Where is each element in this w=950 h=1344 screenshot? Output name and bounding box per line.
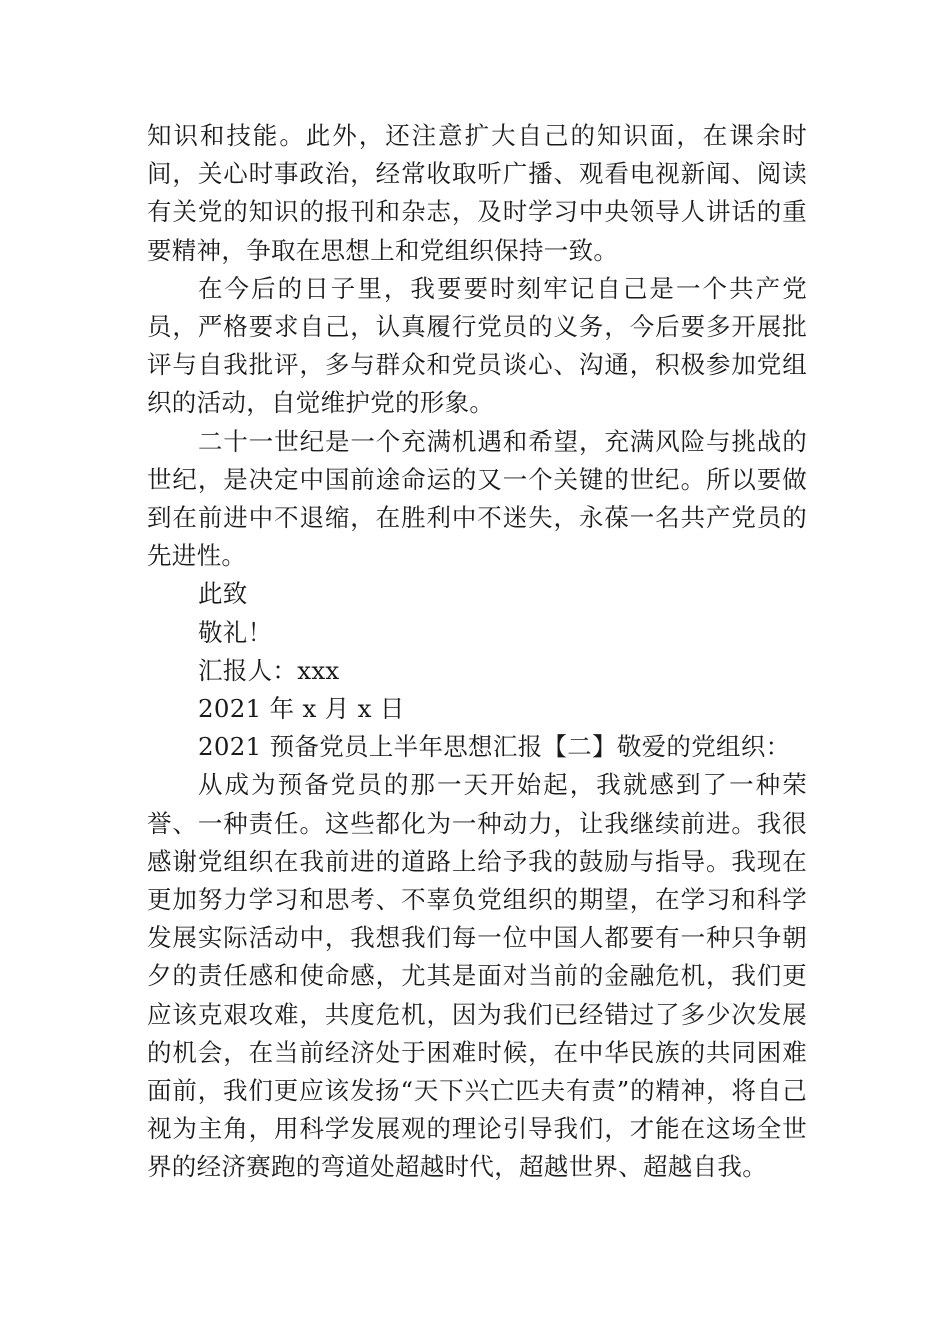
- reporter-line: 汇报人：xxx: [198, 655, 340, 685]
- paragraph-future-days: 在今后的日子里，我要要时刻牢记自己是一个共产党员，严格要求自己，认真履行党员的义务，今后要多开展批评与自我批评，多与群众和党员谈心、沟通，积极参加党组织的活动，自觉维护党的形象。: [147, 273, 807, 418]
- paragraph-knowledge: 知识和技能。此外，还注意扩大自己的知识面，在课余时间，关心时事政治，经常收取听广播、观看电视新闻、阅读有关党的知识的报刊和杂志，及时学习中央领导人讲话的重要精神，争取在思想上和党组织保持一致。: [147, 121, 807, 265]
- date-line: 2021 年 x 月 x 日: [198, 694, 405, 724]
- section-two-title: 2021 预备党员上半年思想汇报【二】敬爱的党组织：: [198, 732, 791, 762]
- respect-line: 敬礼！: [198, 617, 273, 647]
- salutation: 此致: [198, 579, 248, 609]
- paragraph-21st-century: 二十一世纪是一个充满机遇和希望，充满风险与挑战的世纪，是决定中国前途命运的又一个关键的世纪。所以要做到在前进中不退缩，在胜利中不迷失，永葆一名共产党员的先进性。: [147, 426, 807, 571]
- paragraph-probationary-member: 从成为预备党员的那一天开始起，我就感到了一种荣誉、一种责任。这些都化为一种动力，让我继续前进。我很感谢党组织在我前进的道路上给予我的鼓励与指导。我现在更加努力学习和思考、不辜负党组织的期望，在学习和科学发展实际活动中，我想我们每一位中国人都要有一种只争朝夕的责任感和使命感，尤其是面对当前的金融危机，我们更应该克艰攻难，共度危机，因为我们已经错过了多少次发展的机会，在当前经济处于困难时候，在中华民族的共同困难面前，我们更应该发扬“天下兴亡匹夫有责”的精神，将自己视为主角，用科学发展观的理论引导我们，才能在这场全世界的经济赛跑的弯道处超越时代，超越世界、超越自我。: [147, 770, 807, 1182]
- document-body: [147, 117, 807, 1187]
